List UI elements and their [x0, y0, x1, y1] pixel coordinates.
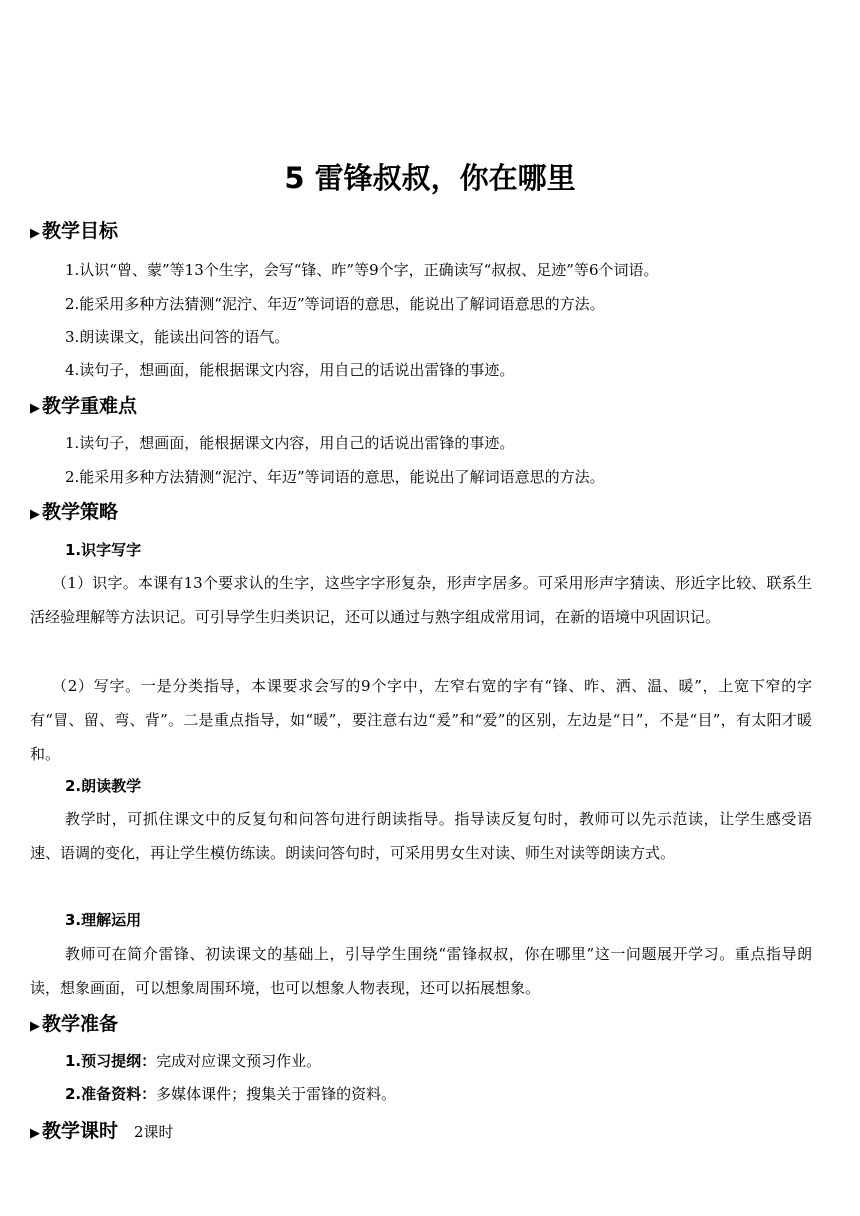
section-title: 教学重难点: [42, 395, 138, 417]
goal-item: 4.读句子，想画面，能根据课文内容，用自己的话说出雷锋的事迹。: [65, 361, 515, 379]
strategy-subheading: 1.识字写字: [65, 541, 142, 559]
goal-item: 2.能采用多种方法猜测“泥泞、年迈”等词语的意思，能说出了解词语意思的方法。: [65, 295, 605, 313]
section-heading-prep: [30, 1011, 118, 1040]
section-title: 教学策略: [42, 501, 119, 523]
prep-item: [65, 1050, 825, 1072]
keypoint-item: 1.读句子，想画面，能根据课文内容，用自己的话说出雷锋的事迹。: [65, 434, 515, 452]
triangle-bullet-icon: ▶: [30, 1126, 40, 1141]
section-heading-hours: [30, 1118, 174, 1147]
triangle-bullet-icon: ▶: [30, 226, 40, 241]
strategy-paragraph: （2）写字。一是分类指导，本课要求会写的9个字中，左窄右宽的字有“锋、昨、洒、温、暖”，上宽下窄的字有“冒、留、弯、背”。二是重点指导，如“暖”，要注意右边“爰”和“爱”的区别，左边是“日”，不是“目”，有太阳才暖和。: [30, 677, 812, 763]
triangle-bullet-icon: ▶: [30, 401, 40, 416]
section-title: 教学目标: [42, 220, 119, 242]
section-heading-goals: [30, 218, 118, 247]
section-heading-strategy: [30, 499, 118, 528]
keypoint-item: 2.能采用多种方法猜测“泥泞、年迈”等词语的意思，能说出了解词语意思的方法。: [65, 468, 605, 486]
strategy-paragraph: 教师可在简介雷锋、初读课文的基础上，引导学生围绕“雷锋叔叔，你在哪里”这一问题展开学习。重点指导朗读，想象画面，可以想象周围环境，也可以想象人物表现，还可以拓展想象。: [30, 945, 812, 997]
strategy-subheading: 3.理解运用: [65, 911, 142, 929]
triangle-bullet-icon: ▶: [30, 1019, 40, 1034]
section-title: 教学准备: [42, 1013, 119, 1035]
strategy-paragraph: 教学时，可抓住课文中的反复句和问答句进行朗读指导。指导读反复句时，教师可以先示范读，让学生感受语速、语调的变化，再让学生模仿练读。朗读问答句时，可采用男女生对读、师生对读等朗读方式。: [30, 810, 812, 862]
prep-item-label: 2.准备资料：: [65, 1085, 157, 1103]
class-hours-value: 2课时: [134, 1123, 174, 1141]
page-title: 5 雷锋叔叔，你在哪里: [284, 161, 576, 195]
prep-item-text: 多媒体课件；搜集关于雷锋的资料。: [156, 1085, 397, 1103]
strategy-paragraph: （1）识字。本课有13个要求认的生字，这些字字形复杂，形声字居多。可采用形声字猜读、形近字比较、联系生活经验理解等方法识记。可引导学生归类识记，还可以通过与熟字组成常用词，在新的语境中巩固识记。: [30, 574, 812, 626]
prep-item-label: 1.预习提纲：: [65, 1052, 157, 1070]
goal-item: 3.朗读课文，能读出问答的语气。: [65, 328, 290, 346]
prep-item-text: 完成对应课文预习作业。: [156, 1052, 322, 1070]
prep-item: [65, 1083, 825, 1105]
goal-item: 1.认识“曾、蒙”等13个生字，会写“锋、昨”等9个字，正确读写“叔叔、足迹”等6个词语。: [65, 261, 659, 279]
strategy-subheading: 2.朗读教学: [65, 777, 142, 795]
section-title: 教学课时: [42, 1120, 119, 1142]
section-heading-keypoints: [30, 393, 137, 422]
triangle-bullet-icon: ▶: [30, 507, 40, 522]
